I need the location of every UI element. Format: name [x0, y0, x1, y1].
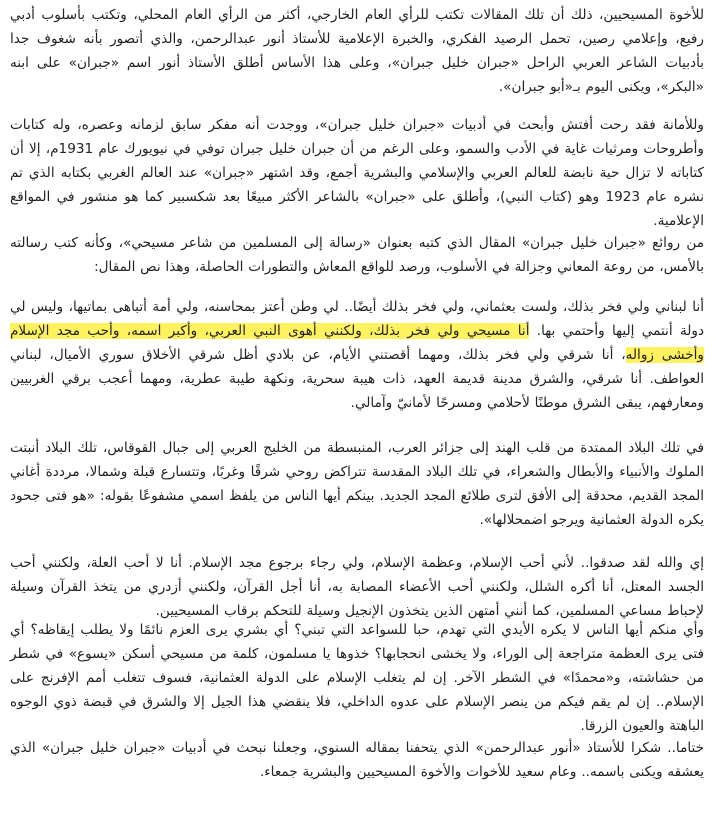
paragraph-appeal: وأي منكم أيها الناس لا يكره الأيدي التي تهدم، حبا للسواعد التي تبني؟ أي بشري يرى العزم نائمًا ولا يطلب إيقاظه؟ أي فتى يرى العظمة متراجعة إلى الوراء، ولا يخشى انحجابها؟ خذوها يا مسلمون، كلمة من مسيحي أسكن «يسوع» في شطر من حشاشته، و«محمدًا» في الشطر الآخر. إن لم يتغلب الإسلام على الدولة العثمانية، فسوف تتغلب أمم الإفرنج على الإسلام.. إن لم يقم فيكم من ينصر الإسلام على عدوه الداخلي، فلا ينقضي هذا الجيل إلا والشرق في قبضة ذوي الوجوه الباهتة والعيون الزرقا. — [10, 622, 704, 734]
paragraph-love-islam: إي والله لقد صدقوا.. لأني أحب الإسلام، وعظمة الإسلام، ولي رجاء برجوع مجد الإسلام. أنا لا أحب العلة، ولكنني أحب الجسد المعتل، أنا أكره الشلل، ولكنني أحب الأعضاء المصابة به، أنا أجل القرآن، ولكنني أزدري من يتخذ القرآن وسيلة لإحباط مساعي المسلمين، كما أنني أمتهن الذين يتخذون الإنجيل وسيلة للتحكم برقاب المسيحيين. — [10, 555, 704, 619]
identity-text-before: أنا لبناني ولي فخر بذلك، ولست بعثماني، ولي فخر بذلك أيضًا.. لي وطن أعتز بمحاسنه، ولي أمة أتباهى بماتيها، وليس لي دولة أنتمي إليها وأحتمي بها. — [10, 299, 704, 339]
paragraph-intro: للأخوة المسيحيين، ذلك أن تلك المقالات تكتب للرأي العام الخارجي، أكثر من الرأي العام المحلي، وتكتب بأسلوب أدبي رفيع، وإعلامي رصين، تحمل الرصيد الفكري، والخبرة الإعلامية للأستاذ أنور عبدالرحمن، والذي أتصور بأنه شغوف جدا بأدبيات الشاعر العربي الراحل «جبران خليل جبران»، وعلى هذا الأساس أطلق الأستاذ أنور اسم «جبران» على ابنه «البكر»، ويكنى اليوم بـ«أبو جبران». — [10, 7, 704, 95]
identity-text-after: ، أنا شرقي ولي فخر بذلك، ومهما أقصتني الأيام، عن بلادي أظل شرقي الأخلاق سوري الأميال، لبناني العواطف. أنا شرقي، والشرق مدينة قديمة العهد، ذات هيبة سحرية، ونكهة طيبة عطرية، ومهما أعجب برقي الغربيين ومعارفهم، يبقى الشرق موطنًا لأحلامي ومسرحًا لأمانيّ وآمالي. — [10, 347, 704, 411]
paragraph-gibran-background: وللأمانة فقد رحت أفتش وأبحث في أدبيات «جبران خليل جبران»، ووجدت أنه مفكر سابق لزمانه وعصره، وله كتابات وأطروحات ومرثيات غاية في الأدب والسمو، وعلى الرغم من أن جبران خليل جبران توفي في نيويورك عام 1931م، إلا أن كتاباته لا تزال حية نابضة للعالم العربي والإسلامي والبشرية أجمع، وقد اشتهر «جبران» عند العالم الغربي بكتابه الذي تم نشره عام 1923 وهو (كتاب النبي)، وأطلق على «جبران» بالشاعر الأكثر مبيعًا بعد شكسبير كما هو منشور في المواقع الإعلامية. — [10, 117, 704, 229]
highlighted-quote: أنا مسيحي ولي فخر بذلك، ولكنني أهوى النبي العربي، وأكبر اسمه، وأحب مجد الإسلام وأخشى زواله — [10, 323, 704, 363]
paragraph-letter-intro: من روائع «جبران خليل جبران» المقال الذي كتبه بعنوان «رسالة إلى المسلمين من شاعر مسيحي»، وكأنه كتب رسالته بالأمس، من روعة المعاني وجزالة في الأسلوب، ورصد للواقع المعاش والتطورات الحاصلة، وهذا نص المقال: — [10, 235, 704, 275]
paragraph-closing: ختاما.. شكرا للأستاذ «أنور عبدالرحمن» الذي يتحفنا بمقاله السنوي، وجعلنا نبحث في أدبيات «جبران خليل جبران» الذي يعشقه ويكنى باسمه.. وعام سعيد للأخوات والأخوة المسيحيين والبشرية جمعاء. — [10, 740, 704, 780]
paragraph-east-lands: في تلك البلاد الممتدة من قلب الهند إلى جزائر العرب، المنبسطة من الخليج العربي إلى جبال القوقاس، تلك البلاد أنبتت الملوك والأنبياء والأبطال والشعراء، في تلك البلاد المقدسة تتراكض روحي شرقًا وغربًا، وتتسارع قبلة وشمالا، مرددة أغاني المجد القديم، محدقة إلى الأفق لترى طلائع المجد الجديد. بينكم أيها الناس من يلفظ اسمي مشفوعًا بقوله: «هو فتى جحود يكره الدولة العثمانية ويرجو اضمحلالها». — [10, 440, 704, 528]
paragraph-letter-identity — [10, 295, 704, 415]
